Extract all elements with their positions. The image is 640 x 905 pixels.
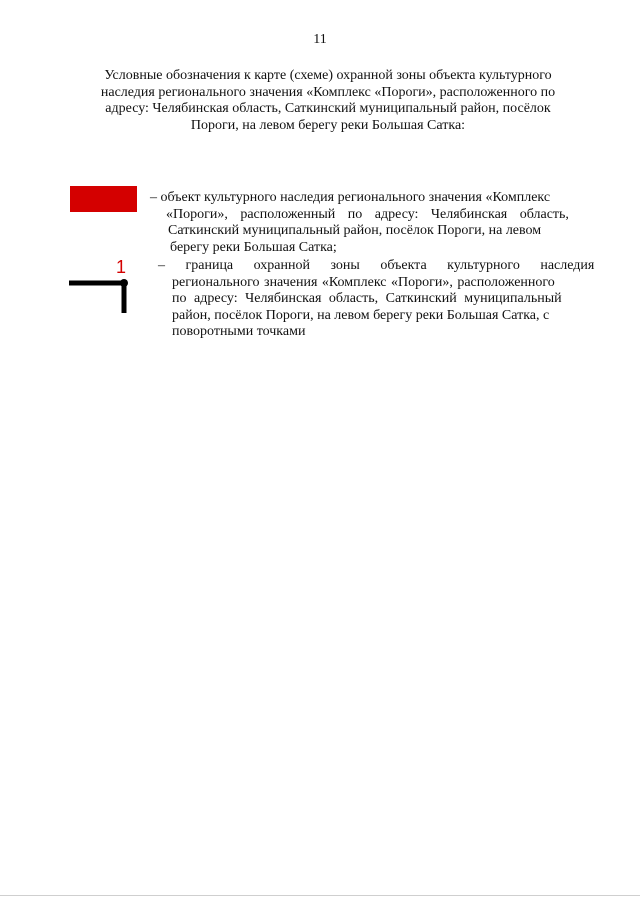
legend-item-line: берегу реки Большая Сатка; xyxy=(170,239,337,255)
legend-item-line: Саткинский муниципальный район, посёлок Пороги, на левом xyxy=(168,223,542,238)
legend-title-line: Пороги, на левом берегу реки Большая Сатка: xyxy=(190,117,466,133)
turning-point-marker xyxy=(120,279,128,287)
protection-zone-boundary-symbol xyxy=(64,256,134,316)
legend-title-line: адресу: Челябинская область, Саткинский муниципальный район, посёлок xyxy=(105,101,551,116)
heritage-object-swatch xyxy=(70,186,137,212)
legend-item-line: «Пороги», расположенный по адресу: Челябинская область, xyxy=(166,206,569,222)
legend-item-heritage-object xyxy=(150,190,595,256)
legend-item-line: – объект культурного наследия регионального значения «Комплекс xyxy=(150,190,551,205)
legend-item-protection-zone-boundary xyxy=(150,258,598,341)
legend-item-line: по адресу: Челябинская область, Саткинский муниципальный xyxy=(172,291,562,306)
legend-item-line: поворотными точками xyxy=(172,324,306,339)
legend-title-line: Условные обозначения к карте (схеме) охранной зоны объекта культурного xyxy=(104,68,552,83)
page-bottom-edge xyxy=(0,895,640,896)
legend-title xyxy=(78,68,578,134)
legend-item-line: – граница охранной зоны объекта культурного наследия xyxy=(158,258,595,273)
legend-title-line: наследия регионального значения «Комплекс «Пороги», расположенного по xyxy=(100,84,556,100)
turning-point-label: 1 xyxy=(116,257,127,277)
page-number: 11 xyxy=(313,32,327,47)
legend-item-line: район, посёлок Пороги, на левом берегу реки Большая Сатка, с xyxy=(172,307,550,323)
legend-item-line: регионального значения «Комплекс «Пороги», расположенного xyxy=(172,274,555,290)
heritage-object-symbol xyxy=(70,186,137,212)
